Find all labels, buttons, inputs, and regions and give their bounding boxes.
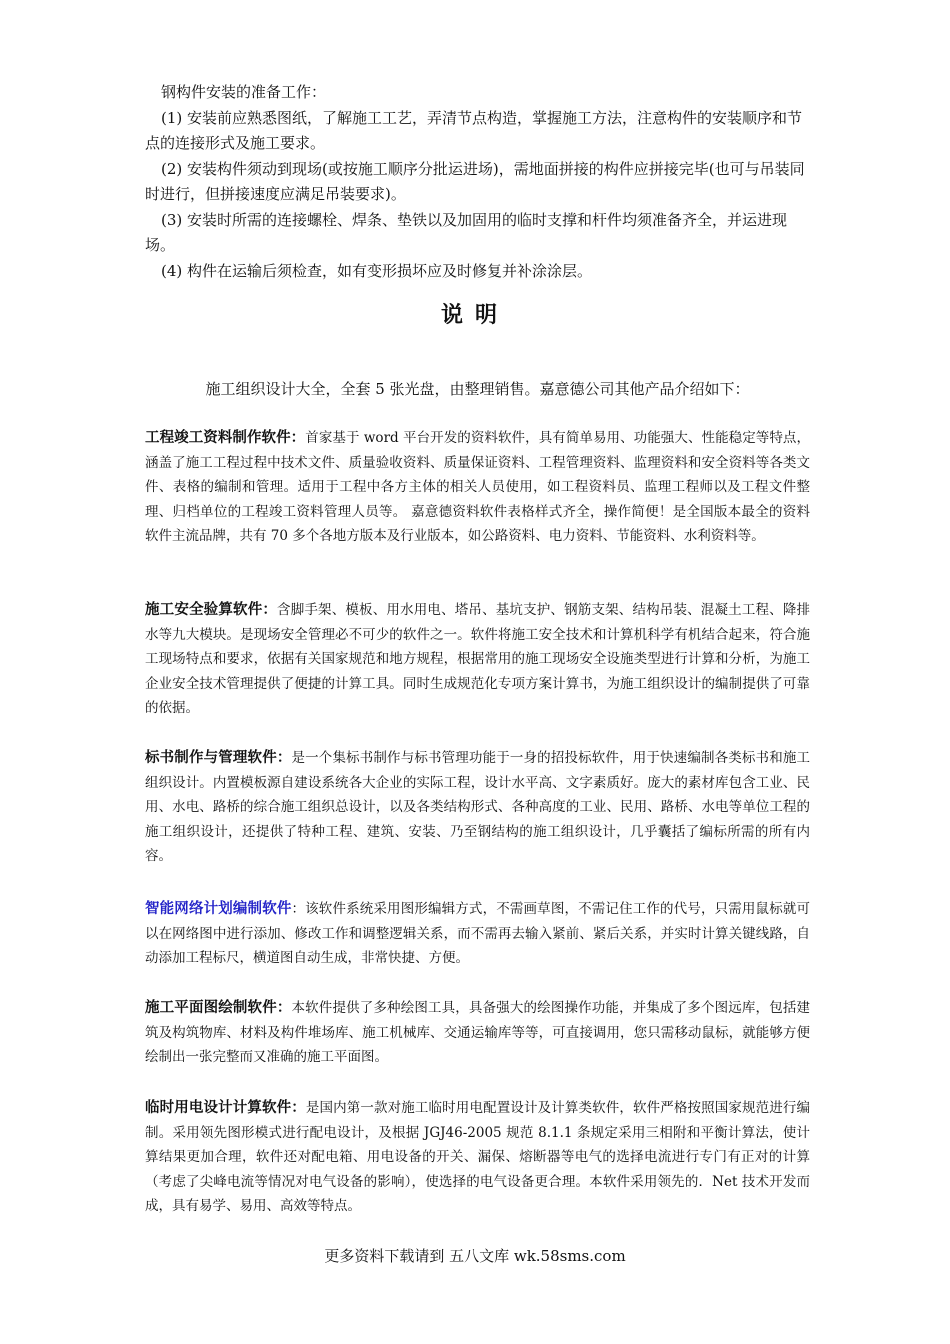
section-temp-power [145,1096,810,1219]
section-heading: 标书制作与管理软件： [145,750,292,766]
subtitle-line: 施工组织设计大全，全套 5 张光盘，由整理销售。嘉意德公司其他产品介绍如下： [205,380,750,398]
section-heading: 施工安全验算软件： [145,602,278,618]
section-site-plan [145,996,810,1070]
intro-item-4: (4) 构件在运输后须检查，如有变形损坏应及时修复并补涂涂层。 [161,261,593,280]
section-body: 是一个集标书制作与标书管理功能于一身的招投标软件，用于快速编制各类标书和施工组织设计。内置模板源自建设系统各大企业的实际工程，设计水平高、文字素质好。庞大的素材库包含工业、民用、水电、路桥的综合施工组织总设计，以及各类结构形式、各种高度的工业、民用、路桥、水电等单位工程的施工组织设计，还提供了特种工程、建筑、安装、乃至钢结构的施工组织设计，几乎囊括了编标所需的所有内容。 [145,750,811,865]
section-body: 是国内第一款对施工临时用电配置设计及计算类软件，软件严格按照国家规范进行编制。采用领先图形模式进行配电设计，及根据 JGJ46-2005 规范 8.1.1 条规定采用三相附和平衡计算法，使计算结果更加合理，软件还对配电箱、用电设备的开关、漏保、熔断器等电气的选择电流进行专门有正对的计算（考虑了尖峰电流等情况对电气设备的影响），使选择的电气设备更合理。本软件采用领先的．Net 技术开发而成，具有易学、易用、高效等特点。 [145,1100,811,1215]
section-heading: 临时用电设计计算软件： [145,1100,306,1116]
section-safety-calc [145,598,810,721]
section-completion-docs [145,426,810,549]
section-body: 本软件提供了多种绘图工具，具备强大的绘图操作功能，并集成了多个图远库，包括建筑及构筑物库、材料及构件堆场库、施工机械库、交通运输库等等，可直接调用，您只需移动鼠标，就能够方便绘制出一张完整而又准确的施工平面图。 [145,1000,811,1066]
section-body: ：该软件系统采用图形编辑方式，不需画草图，不需记住工作的代号，只需用鼠标就可以在网络图中进行添加、修改工作和调整逻辑关系，而不需再去输入紧前、紧后关系，并实时计算关键线路，自动添加工程标尺，横道图自动生成，非常快捷、方便。 [145,901,811,967]
intro-block [145,80,810,284]
section-heading: 工程竣工资料制作软件： [145,430,306,446]
section-bid-docs [145,746,810,869]
section-network-plan [145,897,810,971]
section-body: 首家基于 word 平台开发的资料软件，具有简单易用、功能强大、性能稳定等特点，涵盖了施工工程过程中技术文件、质量验收资料、质量保证资料、工程管理资料、监理资料和安全资料等各类文件、表格的编制和管理。适用于工程中各方主体的相关人员使用，如工程资料员、监理工程师以及工程文件整理、归档单位的工程竣工资料管理人员等。 嘉意德资料软件表格样式齐全，操作简便！是全国版本最全的资料软件主流品牌，共有 70 多个各地方版本及行业版本，如公路资料、电力资料、节能资料、水利资料等。 [145,430,810,545]
footer-link[interactable]: 更多资料下载请到 五八文库 wk.58sms.com [324,1247,626,1265]
section-body: 含脚手架、模板、用水用电、塔吊、基坑支护、钢筋支架、结构吊装、混凝土工程、降排水等九大模块。是现场安全管理必不可少的软件之一。软件将施工安全技术和计算机科学有机结合起来，符合施工现场特点和要求，依据有关国家规范和地方规程，根据常用的施工现场安全设施类型进行计算和分析，为施工企业安全技术管理提供了便捷的计算工具。同时生成规范化专项方案计算书，为施工组织设计的编制提供了可靠的依据。 [145,602,810,717]
intro-item-1: (1) 安装前应熟悉图纸，了解施工工艺，弄清节点构造，掌握施工方法，注意构件的安装顺序和节点的连接形式及施工要求。 [145,108,803,152]
section-heading-link[interactable]: 智能网络计划编制软件 [145,901,292,917]
page-title: 说明 [440,302,509,328]
intro-lead: 钢构件安装的准备工作： [161,83,327,101]
intro-item-3: (3) 安装时所需的连接螺栓、焊条、垫铁以及加固用的临时支撑和杆件均须准备齐全，并运进现场。 [145,210,788,254]
intro-item-2: (2) 安装构件须动到现场(或按施工顺序分批运进场)，需地面拼接的构件应拼接完毕(也可与吊装同时进行，但拼接速度应满足吊装要求)。 [145,159,805,203]
section-heading: 施工平面图绘制软件： [145,1000,292,1016]
